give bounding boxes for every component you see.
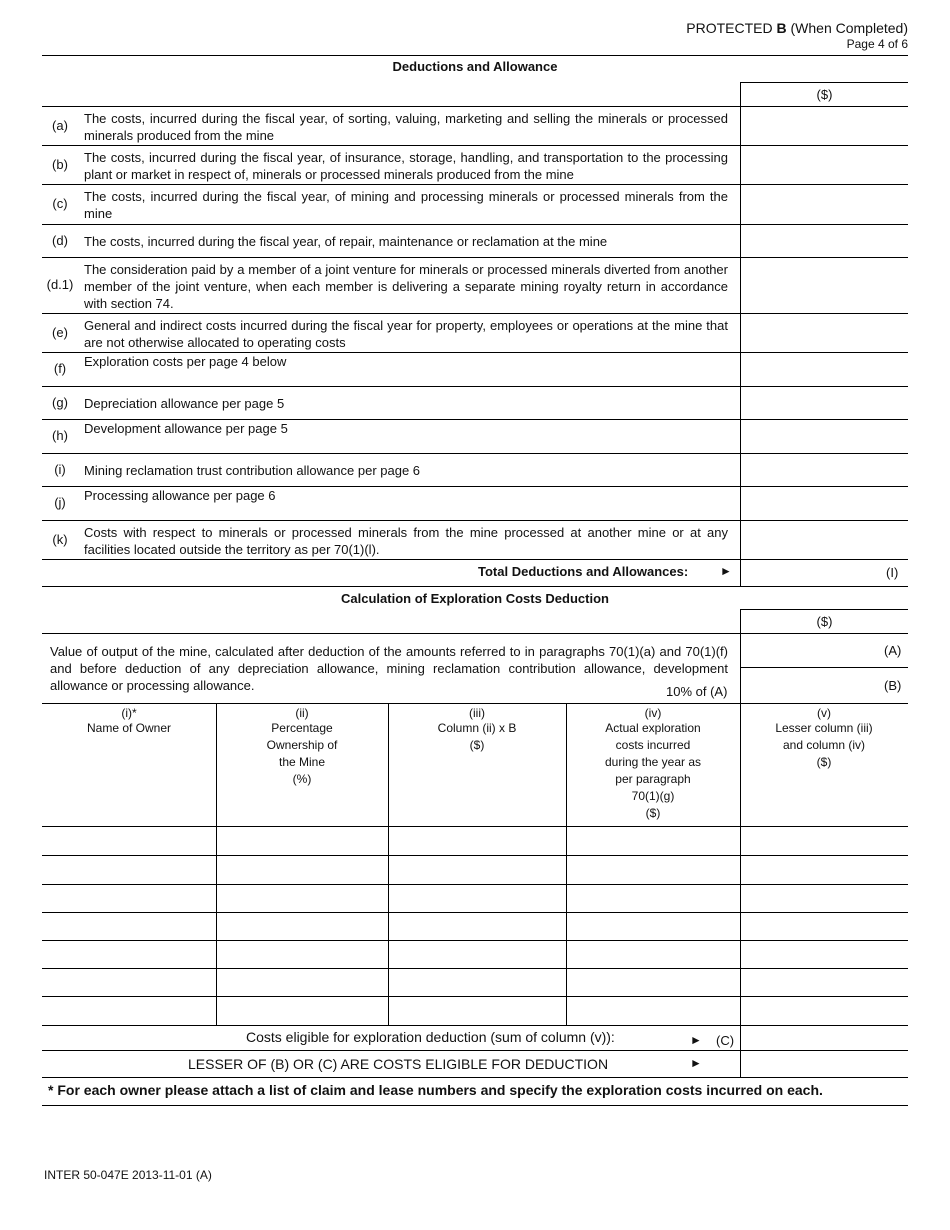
divider: [42, 1105, 908, 1106]
row-description: Exploration costs per page 4 below: [84, 354, 287, 369]
form-identifier: INTER 50-047E 2013-11-01 (A): [44, 1168, 212, 1182]
column-header: [566, 707, 740, 822]
ten-percent-field[interactable]: [741, 668, 908, 703]
column-number: (v): [817, 706, 831, 720]
table-cell-input[interactable]: [741, 941, 908, 968]
row-description: The costs, incurred during the fiscal year, of insurance, storage, handling, and transportation to the processing plant or market in respect of, minerals or processed minerals produced from the mine: [84, 150, 728, 182]
row-label: (d): [52, 233, 68, 248]
total-deductions-field[interactable]: [741, 559, 908, 586]
code-a: (A): [884, 643, 902, 658]
divider: [42, 1077, 908, 1078]
column-header: [740, 707, 908, 771]
amount-field[interactable]: [741, 107, 908, 145]
exploration-title: Calculation of Exploration Costs Deduction: [341, 591, 609, 606]
table-cell-input[interactable]: [567, 997, 740, 1025]
column-number: (iii): [469, 706, 485, 720]
amount-field[interactable]: [741, 454, 908, 486]
table-row: [42, 885, 908, 912]
divider: [741, 82, 908, 83]
exploration-dollar-header: ($): [816, 614, 833, 629]
row-description: Depreciation allowance per page 5: [84, 396, 285, 411]
column-header: [216, 707, 388, 788]
column-header-line: ($): [816, 755, 832, 769]
table-cell-input[interactable]: [43, 885, 216, 912]
table-cell-input[interactable]: [389, 969, 566, 996]
row-label: (f): [53, 361, 67, 376]
column-header-line: Column (ii) x B: [437, 721, 517, 735]
table-cell-input[interactable]: [217, 885, 388, 912]
column-header: [388, 707, 566, 754]
amount-field[interactable]: [741, 521, 908, 559]
amount-field[interactable]: [741, 387, 908, 419]
deductions-title: Deductions and Allowance: [392, 59, 558, 74]
divider: [42, 586, 908, 587]
column-header-line: Actual exploration: [605, 721, 701, 735]
table-cell-input[interactable]: [741, 969, 908, 996]
amount-field[interactable]: [741, 185, 908, 224]
code-c: (C): [716, 1033, 735, 1048]
lesser-of-label: LESSER OF (B) OR (C) ARE COSTS ELIGIBLE FOR DEDUCTION: [188, 1056, 609, 1072]
row-description: Development allowance per page 5: [84, 421, 288, 436]
row-label: (h): [52, 428, 68, 443]
amount-field[interactable]: [741, 314, 908, 352]
table-cell-input[interactable]: [43, 941, 216, 968]
row-description: Processing allowance per page 6: [84, 488, 276, 503]
divider: [741, 609, 908, 610]
table-cell-input[interactable]: [217, 941, 388, 968]
row-label: (g): [52, 395, 68, 410]
value-of-output-field[interactable]: [741, 634, 908, 667]
table-cell-input[interactable]: [217, 827, 388, 855]
table-cell-input[interactable]: [741, 997, 908, 1025]
table-cell-input[interactable]: [389, 913, 566, 940]
row-label: (a): [52, 118, 68, 133]
divider: [42, 55, 908, 56]
column-header-line: per paragraph: [615, 772, 691, 786]
table-row: [42, 969, 908, 996]
page-number: Page 4 of 6: [846, 37, 908, 51]
row-description: General and indirect costs incurred during the fiscal year for property, employees or operations at the mine that are not otherwise allocated to operating costs: [84, 318, 728, 350]
table-cell-input[interactable]: [43, 913, 216, 940]
column-header-line: ($): [469, 738, 485, 752]
table-cell-input[interactable]: [567, 827, 740, 855]
table-cell-input[interactable]: [741, 827, 908, 855]
table-row: [42, 856, 908, 884]
code-b: (B): [884, 678, 902, 693]
table-row: [42, 827, 908, 855]
ten-percent-label: 10% of (A): [666, 684, 728, 699]
column-header-line: the Mine: [278, 755, 326, 769]
amount-field[interactable]: [741, 487, 908, 520]
divider: [42, 703, 908, 704]
amount-field[interactable]: [741, 146, 908, 184]
row-label: (d.1): [46, 277, 74, 292]
arrow-icon: ►: [720, 564, 732, 578]
row-label: (k): [52, 532, 68, 547]
table-cell-input[interactable]: [43, 856, 216, 884]
eligible-deduction-field[interactable]: [741, 1051, 908, 1077]
row-label: (b): [52, 157, 68, 172]
amount-field[interactable]: [741, 258, 908, 313]
deductions-dollar-header: ($): [816, 87, 833, 102]
table-cell-input[interactable]: [567, 856, 740, 884]
amount-column-divider: [740, 1025, 741, 1078]
table-cell-input[interactable]: [741, 913, 908, 940]
column-header-line: Ownership of: [266, 738, 338, 752]
row-label: (e): [52, 325, 68, 340]
arrow-icon: ►: [690, 1056, 702, 1070]
amount-field[interactable]: [741, 353, 908, 386]
eligible-costs-field[interactable]: [741, 1025, 908, 1050]
column-header-line: and column (iv): [782, 738, 866, 752]
column-header-line: Lesser column (iii): [775, 721, 873, 735]
arrow-icon: ►: [690, 1033, 702, 1047]
table-cell-input[interactable]: [217, 913, 388, 940]
table-cell-input[interactable]: [43, 827, 216, 855]
table-cell-input[interactable]: [389, 885, 566, 912]
table-cell-input[interactable]: [217, 856, 388, 884]
row-description: Costs with respect to minerals or processed minerals from the mine processed at another mine or at any facilities located outside the territory as per 70(1)(l).: [84, 525, 728, 557]
column-header: [42, 707, 216, 737]
row-label: (c): [52, 196, 68, 211]
table-cell-input[interactable]: [567, 913, 740, 940]
table-cell-input[interactable]: [217, 997, 388, 1025]
table-cell-input[interactable]: [43, 969, 216, 996]
amount-field[interactable]: [741, 420, 908, 453]
table-row: [42, 997, 908, 1025]
table-cell-input[interactable]: [43, 997, 216, 1025]
table-cell-input[interactable]: [389, 856, 566, 884]
column-number: (ii): [295, 706, 309, 720]
table-cell-input[interactable]: [741, 885, 908, 912]
row-description: The costs, incurred during the fiscal year, of repair, maintenance or reclamation at the mine: [84, 234, 608, 249]
column-header-line: ($): [645, 806, 661, 820]
column-header-line: 70(1)(g): [631, 789, 675, 803]
table-cell-input[interactable]: [389, 827, 566, 855]
row-label: (i): [54, 462, 66, 477]
protected-status: PROTECTED B (When Completed): [686, 20, 908, 36]
footnote: * For each owner please attach a list of claim and lease numbers and specify the exploration costs incurred on each.: [48, 1082, 823, 1098]
table-cell-input[interactable]: [389, 997, 566, 1025]
total-deductions-label: Total Deductions and Allowances:: [478, 564, 689, 579]
column-header-line: costs incurred: [615, 738, 691, 752]
row-description: Mining reclamation trust contribution allowance per page 6: [84, 463, 421, 478]
row-description: The consideration paid by a member of a joint venture for minerals or processed minerals diverted from another member of the joint venture, when each member is delivering a separate mining royalty return in accordance with section 74.: [84, 262, 728, 311]
table-cell-input[interactable]: [389, 941, 566, 968]
column-number: (i)*: [121, 706, 137, 720]
eligible-costs-label: Costs eligible for exploration deduction (sum of column (v)):: [246, 1029, 615, 1045]
column-header-line: Percentage: [271, 721, 333, 735]
amount-field[interactable]: [741, 225, 908, 257]
row-description: The costs, incurred during the fiscal year, of mining and processing minerals or processed minerals from the mine: [84, 189, 728, 221]
table-cell-input[interactable]: [217, 969, 388, 996]
total-code: (I): [886, 565, 899, 580]
column-header-line: Name of Owner: [86, 721, 172, 735]
column-number: (iv): [644, 706, 662, 720]
table-row: [42, 941, 908, 968]
table-cell-input[interactable]: [567, 969, 740, 996]
row-label: (j): [54, 495, 66, 510]
column-header-line: (%): [292, 772, 312, 786]
value-of-output-text: Value of output of the mine, calculated after deduction of the amounts referred to in paragraphs 70(1)(a) and 70(1)(f) and before deduction of any depreciation allowance, mining reclamation contribution allowance, development allowance or processing allowance.: [50, 644, 728, 693]
table-cell-input[interactable]: [567, 941, 740, 968]
table-row: [42, 913, 908, 940]
row-description: The costs, incurred during the fiscal year, of sorting, valuing, marketing and selling the minerals or processed minerals produced from the mine: [84, 111, 728, 143]
column-header-line: during the year as: [604, 755, 702, 769]
table-cell-input[interactable]: [741, 856, 908, 884]
table-cell-input[interactable]: [567, 885, 740, 912]
